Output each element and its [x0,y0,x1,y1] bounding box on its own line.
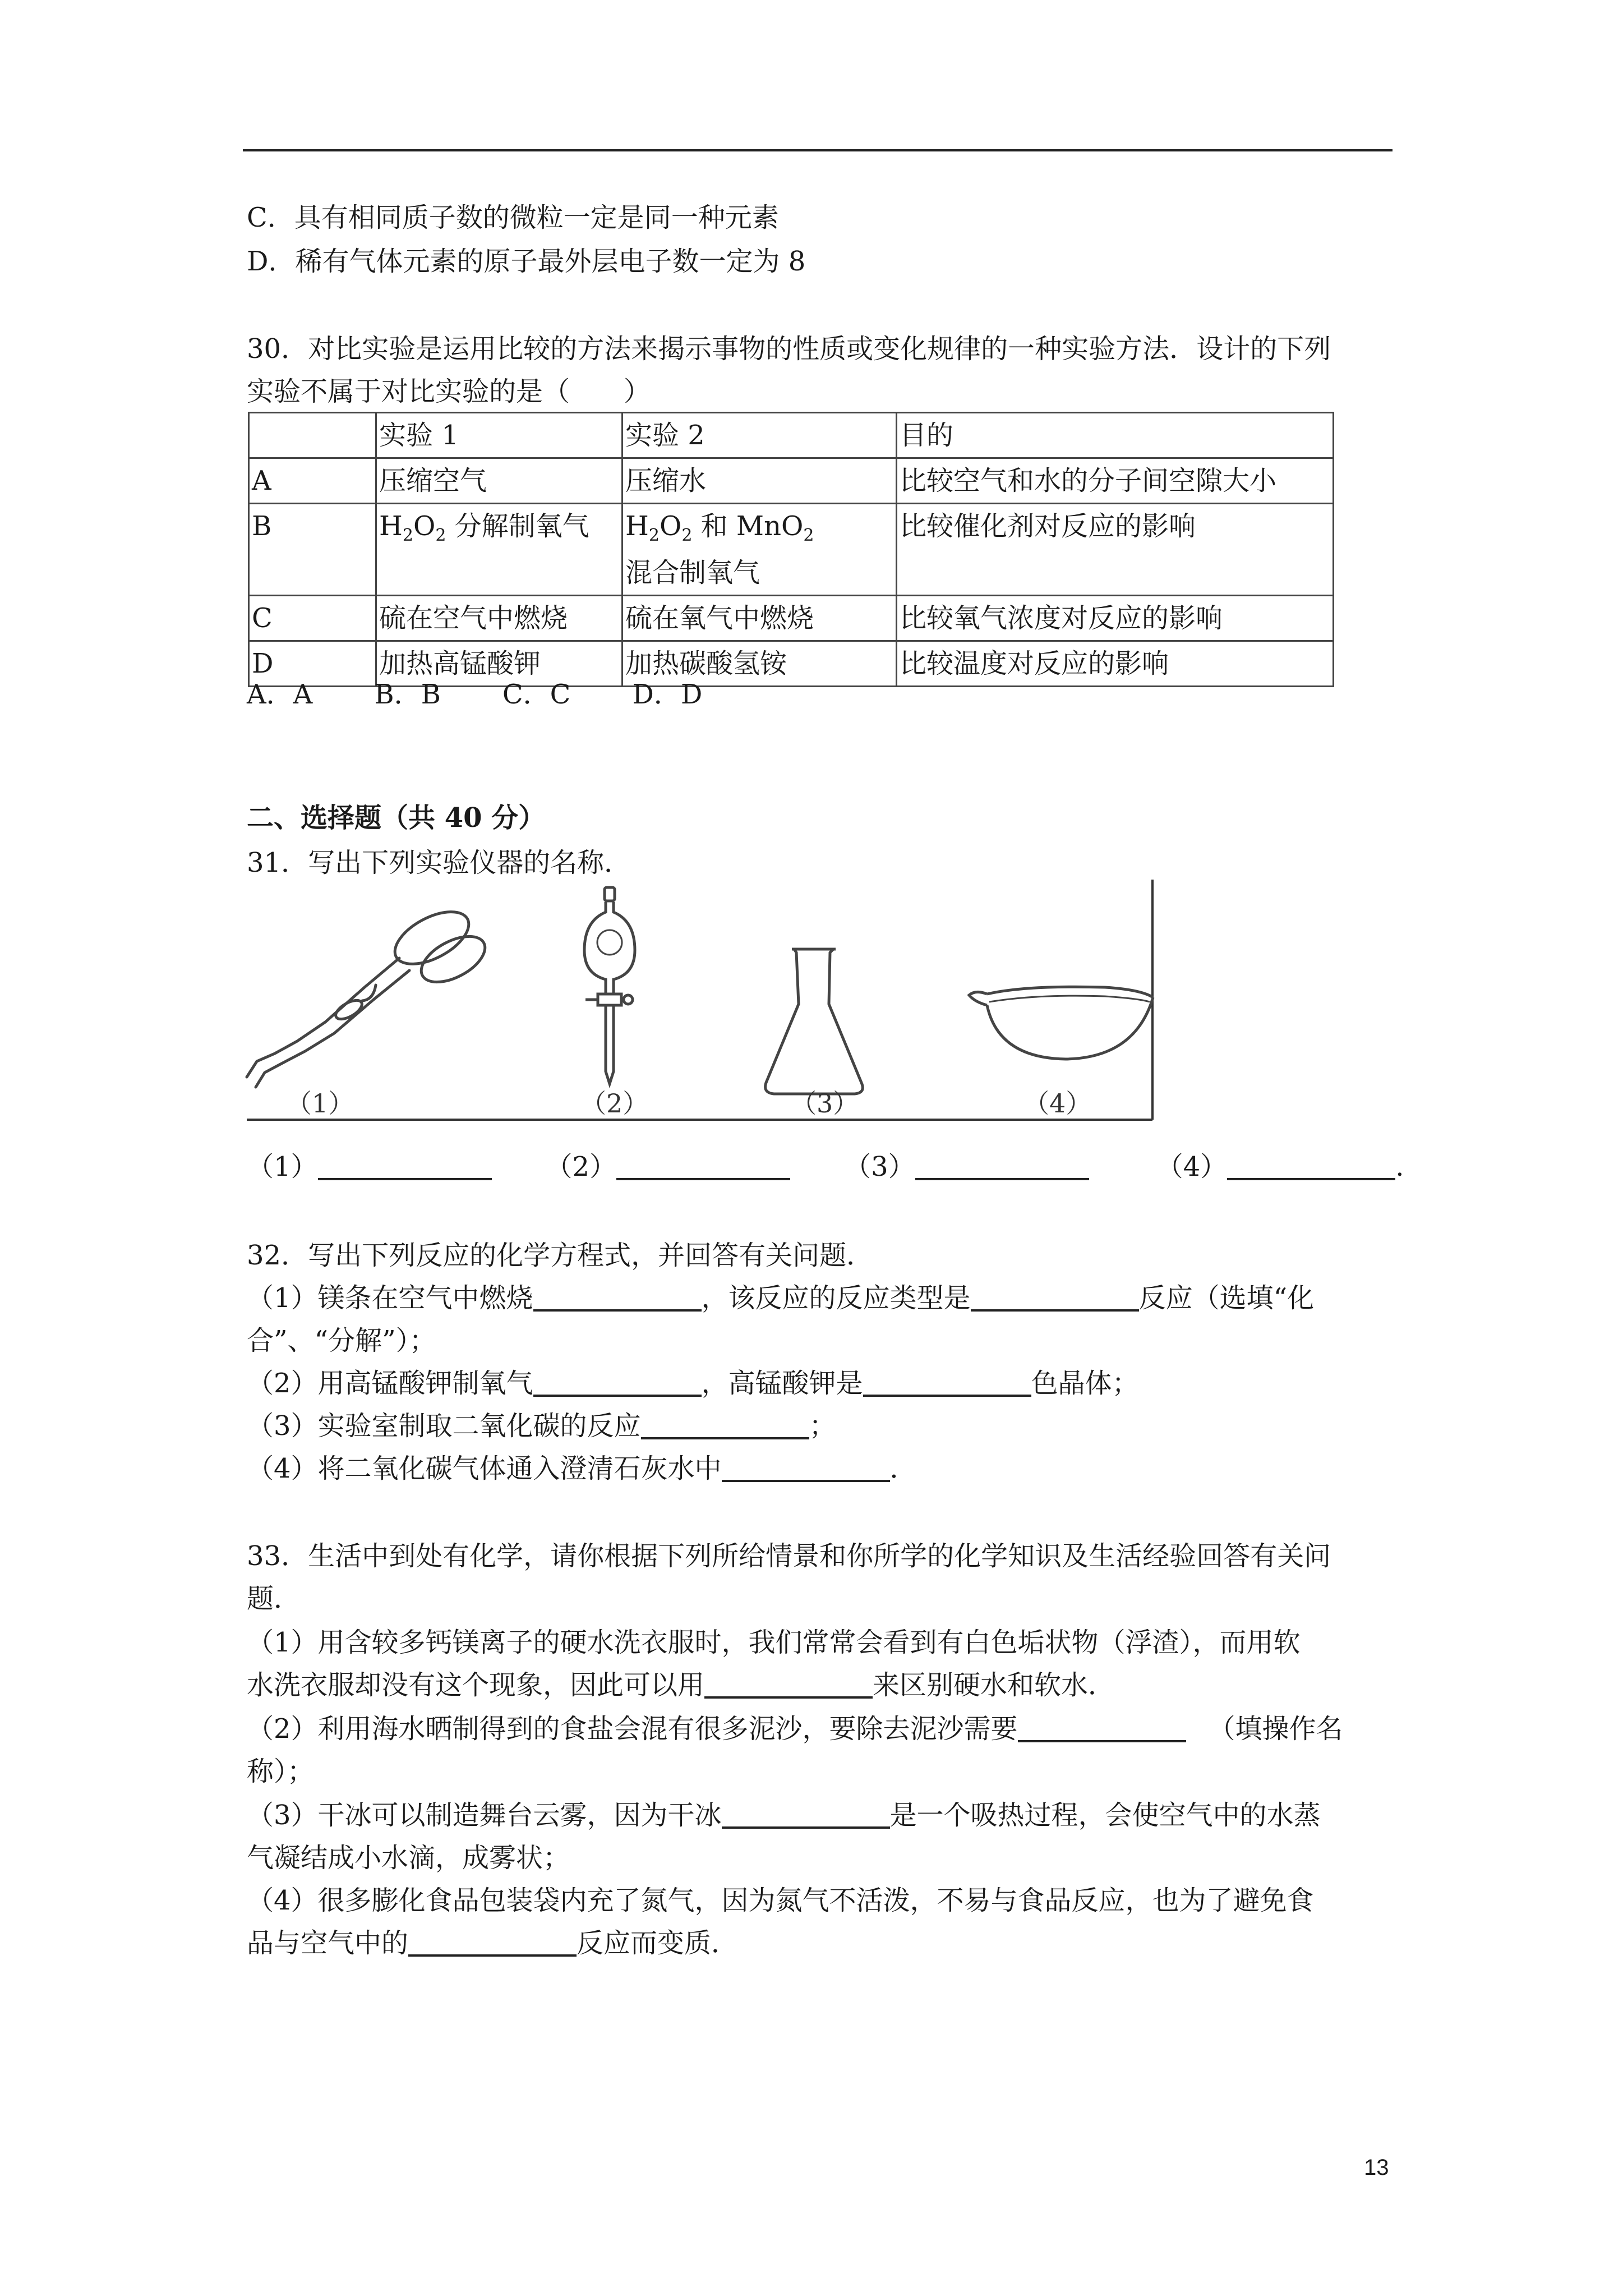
q33-part1-line2 [247,1668,1115,1702]
q33-p4-text2: 反应而变质． [577,1927,739,1959]
table-header-cell [249,413,376,458]
q30-answer-options [247,678,702,711]
table-row [249,504,1334,596]
q33-p2-text: （2）利用海水晒制得到的食盐会混有很多泥沙，要除去泥沙需要 [247,1713,1018,1745]
q32-p4-text: （4）将二氧化碳气体通入澄清石灰水中 [247,1453,722,1484]
table-row [249,596,1334,641]
table-header-cell: 目的 [897,413,1334,458]
q33-p2-text2: （填操作名 [1208,1713,1343,1745]
option-c: C．具有相同质子数的微粒一定是同一种元素 [247,202,779,233]
row-purpose: 比较空气和水的分子间空隙大小 [897,458,1334,504]
q31-answer-blanks [247,1150,1404,1184]
answer-a[interactable]: A．A [247,679,313,710]
table-header-cell: 实验 1 [376,413,623,458]
q31-stem: 31．写出下列实验仪器的名称． [247,847,631,878]
q33-blank-2[interactable] [1018,1713,1186,1742]
blank-label-3: （3） [844,1151,915,1182]
q32-blank-equation-2[interactable] [533,1368,702,1397]
option-d: D．稀有气体元素的原子最外层电子数一定为 8 [247,246,806,277]
row-label: C [249,596,376,641]
q32-part1-cont: 合”、“分解”）； [247,1325,436,1356]
row-exp1: 硫在空气中燃烧 [376,596,623,641]
q33-p1-text: 水洗衣服却没有这个现象，因此可以用 [247,1669,705,1701]
q32-p1-text3: 反应（选填“化 [1138,1282,1315,1314]
q32-part2 [247,1366,1139,1400]
row-exp2: $H_2O_2$ 和 MnO$_2$ 混合制氧气 [623,504,897,596]
row-exp1: 压缩空气 [376,458,623,504]
q30-stem-line1: 30．对比实验是运用比较的方法来揭示事物的性质或变化规律的一种实验方法．设计的下列 [247,333,1331,365]
figure-label-4: （4） [1023,1088,1092,1119]
q32-p2-text: （2）用高锰酸钾制氧气 [247,1368,533,1399]
q32-part1 [247,1281,1314,1315]
figure-label-2: （2） [580,1088,649,1119]
row-label: B [249,504,376,596]
row-exp2: 硫在氧气中燃烧 [623,596,897,641]
answer-blank-4[interactable] [1227,1151,1395,1180]
row-purpose: 比较氧气浓度对反应的影响 [897,596,1334,641]
q32-blank-equation-1[interactable] [533,1282,702,1312]
separatory-funnel-icon [584,887,635,1084]
row-exp1: $H_2O_2$ 分解制氧气 [376,504,623,596]
blank-label-4: （4） [1156,1151,1228,1182]
q33-stem-line2: 题． [247,1583,301,1614]
conical-flask-icon [766,949,863,1094]
q33-part2-line1 [247,1712,1343,1746]
end-mark: . [1395,1151,1404,1182]
blank-label-1: （1） [247,1151,318,1182]
answer-b[interactable]: B．B [374,679,441,710]
q32-blank-reaction-type[interactable] [971,1282,1139,1312]
q33-part3-line1 [247,1798,1321,1832]
q32-stem: 32．写出下列反应的化学方程式，并回答有关问题． [247,1240,874,1271]
q33-part4-line1: （4）很多膨化食品包装袋内充了氮气，因为氮气不活泼，不易与食品反应，也为了避免食 [247,1885,1314,1916]
q33-part4-line2 [247,1926,738,1960]
table-header-cell: 实验 2 [623,413,897,458]
q33-blank-1[interactable] [704,1669,873,1699]
q32-p2-text2: ，高锰酸钾是 [701,1368,863,1399]
lab-apparatus-figure [241,875,1189,1139]
q32-part3 [247,1409,836,1443]
answer-blank-1[interactable] [318,1151,492,1180]
q32-p2-text3: 色晶体； [1031,1368,1139,1399]
q33-part1-line1: （1）用含较多钙镁离子的硬水洗衣服时，我们常常会看到有白色垢状物（浮渣），而用软 [247,1627,1301,1658]
q33-p4-text: 品与空气中的 [247,1927,409,1959]
q32-part4 [247,1452,917,1485]
q32-blank-color[interactable] [863,1368,1031,1397]
q32-p4-text2: ． [889,1453,917,1484]
evaporating-dish-icon [969,987,1153,1059]
table-header-row [249,413,1334,458]
comparison-table [248,412,1334,687]
q32-p1-text: （1）镁条在空气中燃烧 [247,1282,533,1314]
q33-p3-text2: 是一个吸热过程，会使空气中的水蒸 [889,1800,1321,1831]
row-purpose: 比较温度对反应的影响 [897,641,1334,687]
blank-label-2: （2） [545,1151,617,1182]
row-label: D [249,641,376,687]
row-purpose: 比较催化剂对反应的影响 [897,504,1334,596]
row-exp2: 压缩水 [623,458,897,504]
answer-blank-3[interactable] [915,1151,1089,1180]
q32-blank-equation-4[interactable] [722,1453,890,1482]
q33-p3-text: （3）干冰可以制造舞台云雾，因为干冰 [247,1800,722,1831]
q33-blank-3[interactable] [722,1800,890,1829]
q30-stem-line2: 实验不属于对比实验的是（ ） [247,376,651,407]
q33-p1-text2: 来区别硬水和软水． [873,1669,1115,1701]
crucible-tongs-icon [247,901,492,1087]
figure-label-1: （1） [286,1088,354,1119]
q33-stem-line1: 33．生活中到处有化学，请你根据下列所给情景和你所学的化学知识及生活经验回答有关问 [247,1540,1331,1572]
figure-label-3: （3） [791,1088,859,1119]
section-heading: 二、选择题（共 40 分） [247,802,546,834]
q32-blank-equation-3[interactable] [641,1410,809,1439]
row-exp2: 加热碳酸氢铵 [623,641,897,687]
q33-part2-line2: 称）； [247,1756,315,1787]
answer-c[interactable]: C．C [502,679,571,710]
q32-p3-text2: ； [809,1410,836,1442]
q32-p1-text2: ，该反应的反应类型是 [701,1282,971,1314]
page-number: 13 [1364,2155,1389,2180]
answer-d[interactable]: D．D [632,679,703,710]
q32-p3-text: （3）实验室制取二氧化碳的反应 [247,1410,641,1442]
row-exp1: 加热高锰酸钾 [376,641,623,687]
row-label: A [249,458,376,504]
header-rule [243,149,1393,151]
q33-part3-line2: 气凝结成小水滴，成雾状； [247,1842,570,1874]
table-row [249,458,1334,504]
q33-blank-4[interactable] [408,1927,577,1957]
answer-blank-2[interactable] [616,1151,790,1180]
